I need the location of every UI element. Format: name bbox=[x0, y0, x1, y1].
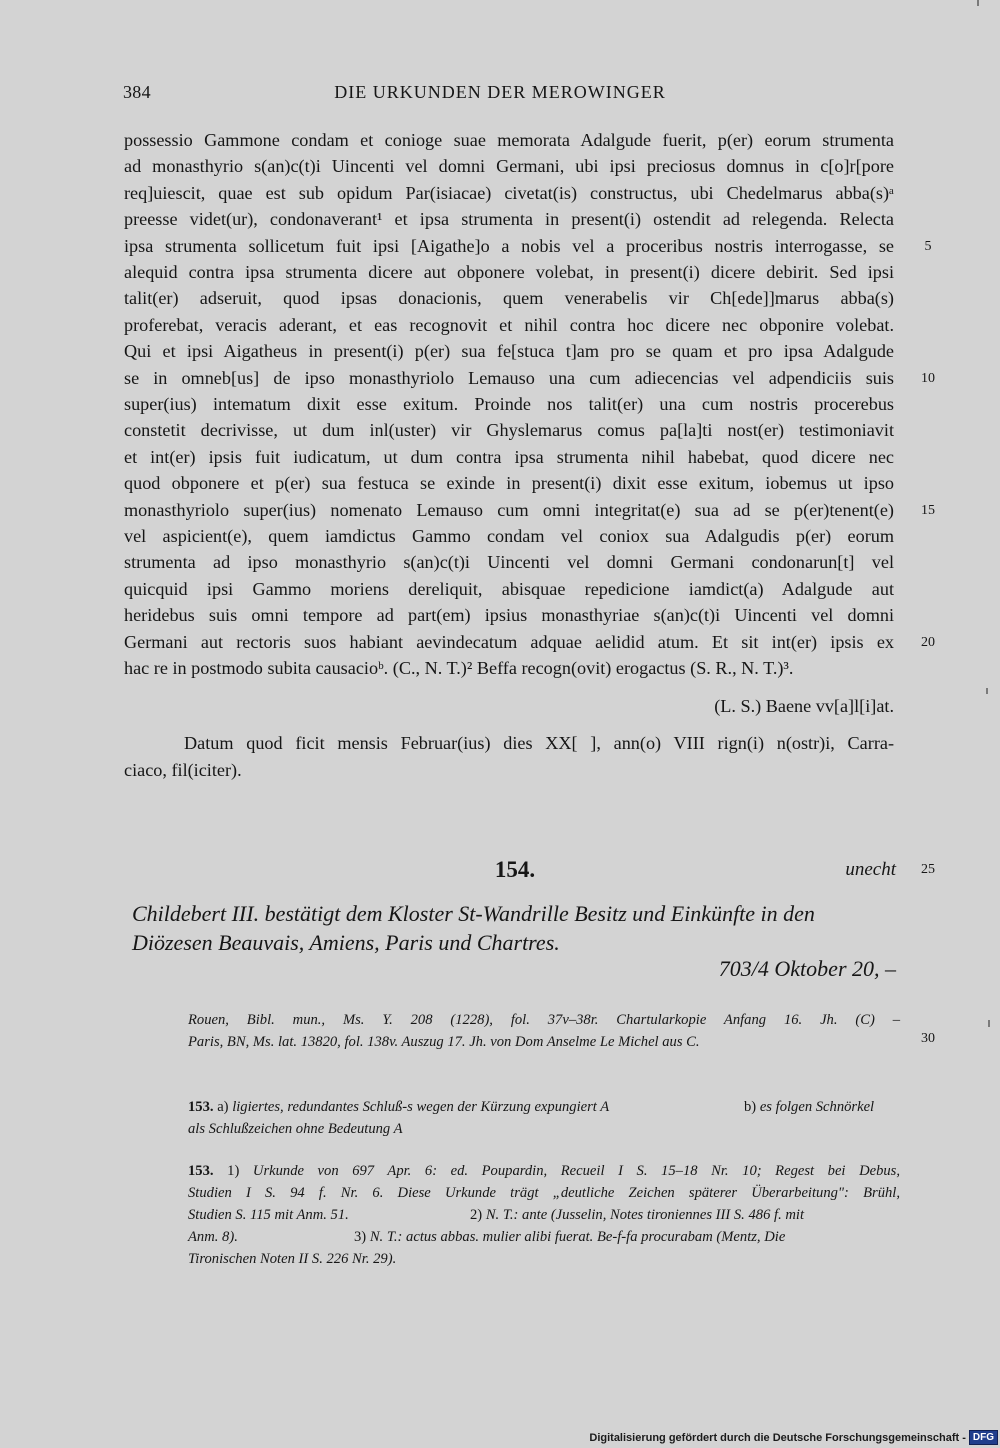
footnote-3-cont-text: Tironischen Noten II S. 226 Nr. 29). bbox=[188, 1251, 397, 1267]
regest-line-1: Childebert III. bestätigt dem Kloster St-Wandrille Besitz und Einkünfte in den bbox=[132, 901, 815, 926]
footnote-a-label: a) bbox=[217, 1099, 229, 1115]
body-line: preesse videt(ur), condonaverant¹ et ipsa strumenta in present(i) ostendit ad relegenda. Relecta bbox=[124, 209, 894, 230]
document-date: 703/4 Oktober 20, – bbox=[718, 956, 896, 981]
page-number: 384 bbox=[123, 82, 151, 102]
scan-speck bbox=[986, 688, 988, 694]
body-line: monasthyriolo super(ius) nomenato Lemauso cum omni integritat(e) sua ad se p(er)tenent(e) bbox=[124, 499, 894, 520]
scan-speck bbox=[988, 1020, 990, 1027]
footer-credit bbox=[589, 1430, 998, 1445]
line-number: 15 bbox=[921, 503, 935, 518]
footnote-2 bbox=[470, 1204, 804, 1226]
dating-line-1: Datum quod ficit mensis Februar(ius) dies XX[ ], ann(o) VIII rign(i) n(ostr)i, Carra- bbox=[184, 733, 894, 753]
running-title: DIE URKUNDEN DER MEROWINGER bbox=[334, 82, 666, 102]
body-line: se in omneb[us] de ipso monasthyriolo Lemauso una cum adiecencias vel adpendiciis suis bbox=[124, 367, 894, 388]
footnote-3-text: N. T.: actus abbas. mulier alibi fuerat. Be-f-fa procurabam (Mentz, Die bbox=[369, 1229, 786, 1245]
footnote-3-cont bbox=[188, 1248, 396, 1270]
body-line: hac re in postmodo subita causacioᵇ. (C., N. T.)² Beffa recogn(ovit) erogactus (S. R., N. T.)³. bbox=[124, 658, 794, 678]
line-number: 30 bbox=[921, 1031, 935, 1046]
footnote-3-label: 3) bbox=[354, 1229, 367, 1245]
source-line-1: Rouen, Bibl. mun., Ms. Y. 208 (1228), fol. 37v–38r. Chartularkopie Anfang 16. Jh. (C) – bbox=[188, 1012, 900, 1028]
body-line: talit(er) adseruit, quod ipsas donacionis, quem venerabelis vir Ch[ede]]marus abba(s) bbox=[124, 288, 894, 309]
line-number: 5 bbox=[924, 239, 932, 254]
footnote-letter-line-1 bbox=[188, 1096, 609, 1118]
authenticity-status: unecht bbox=[845, 859, 896, 880]
footnote-b-text: es folgen Schnörkel bbox=[759, 1099, 875, 1115]
footnote-1-text: Urkunde von 697 Apr. 6: ed. Poupardin, Recueil I S. 15–18 Nr. 10; Regest bei Debus, bbox=[252, 1163, 901, 1179]
body-line: et int(er) ipsis fuit iudicatum, ut dum contra ipsa strumenta nihil habebat, quod dicere nec bbox=[124, 446, 894, 467]
footnote-b-label: b) bbox=[744, 1099, 757, 1115]
body-line: quod obponere et p(er) sua festuca se exinde in present(i) dixit esse exitum, iobemus ut ipso bbox=[124, 473, 894, 494]
scan-speck bbox=[977, 0, 979, 6]
regest-line-2: Diözesen Beauvais, Amiens, Paris und Chartres. bbox=[132, 930, 560, 955]
footnote-ref: 153. bbox=[188, 1099, 214, 1115]
footnote-1-label: 1) bbox=[227, 1163, 240, 1179]
footnote-2-label: 2) bbox=[470, 1207, 483, 1223]
body-line: possessio Gammone condam et conioge suae memorata Adalgude fuerit, p(er) eorum strumenta bbox=[124, 130, 894, 150]
footnote-1-line-1 bbox=[188, 1160, 900, 1182]
footnote-1-line-2 bbox=[188, 1182, 900, 1204]
footnote-ref: 153. bbox=[188, 1163, 214, 1179]
signature-line: (L. S.) Baene vv[a]l[i]at. bbox=[714, 696, 894, 716]
footnote-a-text: ligiertes, redundantes Schluß-s wegen der Kürzung expungiert A bbox=[232, 1099, 610, 1115]
body-line: vel aspicient(e), quem iamdictus Gammo condam vel coniox sua Adalgudis p(er) eorum bbox=[124, 526, 894, 546]
line-number: 10 bbox=[921, 371, 935, 386]
footnote-2-cont bbox=[188, 1226, 238, 1248]
body-line: quicquid ipsi Gammo moriens dereliquit, abisquae repedicione iamdict(a) Adalgude aut bbox=[124, 578, 894, 599]
body-line: Germani aut rectoris suos habiant aevindecatum adquae aelidid atum. Et sit int(er) ipsis ex bbox=[124, 631, 894, 652]
footer-text: Digitalisierung gefördert durch die Deutsche Forschungsgemeinschaft - bbox=[589, 1431, 966, 1444]
source-line-2: Paris, BN, Ms. lat. 13820, fol. 138v. Auszug 17. Jh. von Dom Anselme Le Michel aus C. bbox=[188, 1034, 700, 1050]
body-line: constetit decrivisse, ut dum inl(uster) vir Ghyslemarus comus pa[la]ti nost(er) testimoniavit bbox=[124, 420, 894, 441]
body-line: alequid contra ipsa strumenta dicere aut obponere volebat, in present(i) dicere debirit. Sed ipsi bbox=[124, 262, 894, 282]
body-line: ad monasthyrio s(an)c(t)i Uincenti vel domni Germani, ubi ipsi preciosus domnus in c[o]r[pore bbox=[124, 156, 894, 177]
footnote-1-text-2: Studien I S. 94 f. Nr. 6. Diese Urkunde trägt „deutliche Zeichen späterer Überarbeitung": Brühl, bbox=[188, 1185, 900, 1201]
document-number: 154. bbox=[494, 857, 536, 882]
body-line: strumenta ad ipso monasthyrio s(an)c(t)i Uincenti vel domni Germani condonarun[t] vel bbox=[124, 552, 894, 573]
footnote-1-line-3 bbox=[188, 1204, 349, 1226]
line-number: 25 bbox=[921, 862, 935, 877]
dfg-logo: DFG bbox=[969, 1430, 998, 1445]
footnote-b-cont-text: als Schlußzeichen ohne Bedeutung A bbox=[188, 1121, 403, 1137]
body-line: ipsa strumenta sollicetum fuit ipsi [Aigathe]o a nobis vel a proceribus nostris interrogasse, se bbox=[124, 235, 894, 256]
body-line: heridebus suis omni tempore ad part(em) ipsius monasthyriae s(an)c(t)i Uincenti vel domni bbox=[124, 605, 894, 626]
dating-line-2: ciaco, fil(iciter). bbox=[124, 760, 242, 780]
body-line: proferebat, veracis aderant, et eas recognovit et nihil contra hoc dicere nec obponire volebat. bbox=[124, 314, 894, 335]
footnote-2-text: N. T.: ante (Jusselin, Notes tironiennes III S. 486 f. mit bbox=[485, 1207, 805, 1223]
footnote-b-cont bbox=[188, 1118, 403, 1140]
body-line: super(ius) intematum dixit esse exitum. Proinde nos talit(er) una cum nostris procerebus bbox=[124, 394, 894, 414]
footnote-3 bbox=[354, 1226, 785, 1248]
line-number: 20 bbox=[921, 635, 935, 650]
body-line: req]uiescit, quae est sub opidum Par(isiacae) civetat(is) constructus, ubi Chedelmarus abba(s)ᵃ bbox=[124, 182, 894, 203]
footnote-2-cont-text: Anm. 8). bbox=[188, 1229, 238, 1245]
footnote-1-text-3: Studien S. 115 mit Anm. 51. bbox=[188, 1207, 349, 1223]
footnote-b bbox=[744, 1096, 874, 1118]
body-line: Qui et ipsi Aigatheus in present(i) p(er) sua fe[stuca t]am pro se quam et pro ipsa Adalgude bbox=[124, 341, 894, 362]
